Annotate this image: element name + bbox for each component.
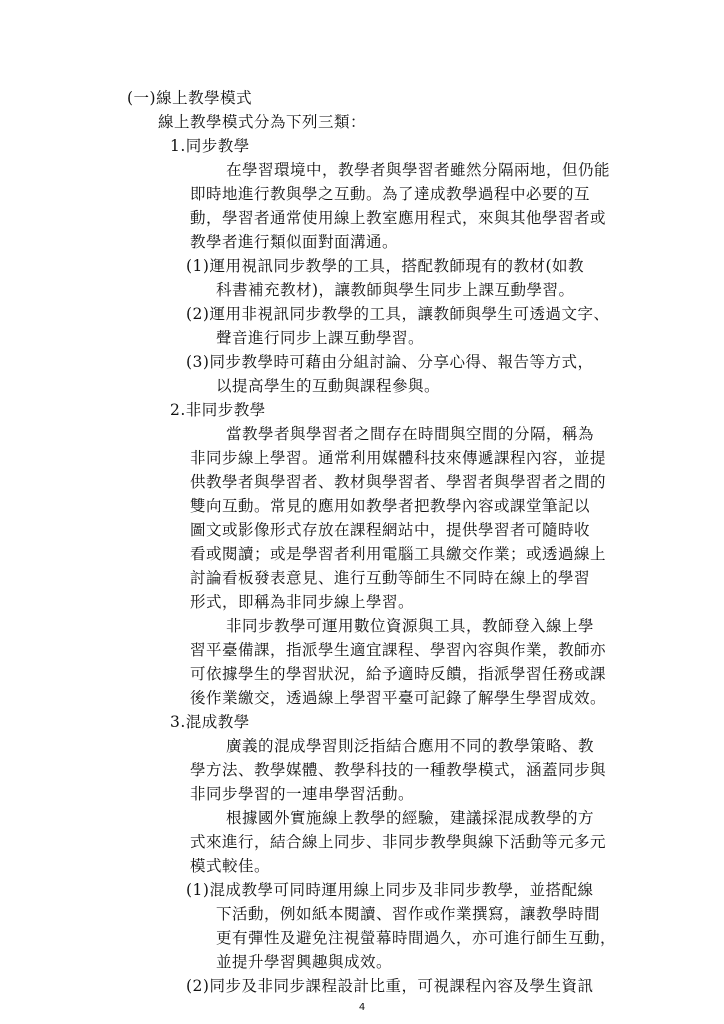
- sync-para-line: 在學習環境中，教學者與學習者雖然分隔兩地，但仍能: [226, 161, 611, 179]
- sync-item-1-cont: 科書補充教材)，讓教師與學生同步上課互動學習。: [216, 281, 575, 299]
- heading-sync: 1.同步教學: [170, 137, 250, 155]
- blended-item-1-cont: 並提升學習興趣與成效。: [216, 953, 393, 971]
- blended-para2-line: 式來進行，結合線上同步、非同步教學與線下活動等元多元: [190, 833, 607, 851]
- async-para1-line: 討論看板發表意見、進行互動等師生不同時在線上的學習: [190, 569, 591, 587]
- sync-para-line: 即時地進行教與學之互動。為了達成教學過程中必要的互: [190, 185, 591, 203]
- blended-item-2: (2)同步及非同步課程設計比重，可視課程內容及學生資訊: [186, 977, 594, 995]
- sync-item-1: (1)運用視訊同步教學的工具，搭配教師現有的教材(如教: [186, 257, 585, 275]
- page-number: 4: [358, 1002, 366, 1013]
- sync-item-3: (3)同步教學時可藉由分組討論、分享心得、報告等方式，: [186, 353, 594, 371]
- sync-item-3-cont: 以提高學生的互動與課程參與。: [216, 377, 441, 395]
- async-para1-line: 形式，即稱為非同步線上學習。: [190, 593, 415, 611]
- blended-para2-line: 模式較佳。: [190, 857, 271, 875]
- sync-item-2-cont: 聲音進行同步上課互動學習。: [216, 329, 425, 347]
- intro-text: 線上教學模式分為下列三類：: [158, 113, 367, 131]
- blended-item-1: (1)混成教學可同時運用線上同步及非同步教學，並搭配線: [186, 881, 594, 899]
- async-para1-line: 非同步線上學習。通常利用媒體科技來傳遞課程內容，並提: [190, 449, 607, 467]
- async-para1-line: 當教學者與學習者之間存在時間與空間的分隔，稱為: [226, 425, 595, 443]
- blended-para1-line: 學方法、教學媒體、教學科技的一種教學模式，涵蓋同步與: [190, 761, 607, 779]
- heading-async: 2.非同步教學: [170, 401, 266, 419]
- section-title: (一)線上教學模式: [127, 89, 253, 107]
- blended-item-1-cont: 下活動，例如紙本閱讀、習作或作業撰寫，讓教學時間: [216, 905, 601, 923]
- async-para1-line: 雙向互動。常見的應用如教學者把教學內容或課堂筆記以: [190, 497, 591, 515]
- async-para2-line: 可依據學生的學習狀況，給予適時反饋，指派學習任務或課: [190, 665, 607, 683]
- async-para1-line: 圖文或影像形式存放在課程網站中，提供學習者可隨時收: [190, 521, 591, 539]
- async-para1-line: 供教學者與學習者、教材與學習者、學習者與學習者之間的: [190, 473, 607, 491]
- blended-item-1-cont: 更有彈性及避免注視螢幕時間過久，亦可進行師生互動，: [216, 929, 617, 947]
- blended-para2-line: 根據國外實施線上教學的經驗，建議採混成教學的方: [226, 809, 595, 827]
- async-para2-line: 非同步教學可運用數位資源與工具，教師登入線上學: [226, 617, 595, 635]
- blended-para1-line: 非同步學習的一連串學習活動。: [190, 785, 415, 803]
- sync-para-line: 動，學習者通常使用線上教室應用程式，來與其他學習者或: [190, 209, 607, 227]
- sync-para-line: 教學者進行類似面對面溝通。: [190, 233, 399, 251]
- async-para1-line: 看或閱讀；或是學習者利用電腦工具繳交作業；或透過線上: [190, 545, 607, 563]
- blended-para1-line: 廣義的混成學習則泛指結合應用不同的教學策略、教: [226, 737, 595, 755]
- sync-item-2: (2)運用非視訊同步教學的工具，讓教師與學生可透過文字、: [186, 305, 610, 323]
- async-para2-line: 後作業繳交，透過線上學習平臺可記錄了解學生學習成效。: [190, 689, 607, 707]
- async-para2-line: 習平臺備課，指派學生適宜課程、學習內容與作業，教師亦: [190, 641, 607, 659]
- heading-blended: 3.混成教學: [170, 713, 250, 731]
